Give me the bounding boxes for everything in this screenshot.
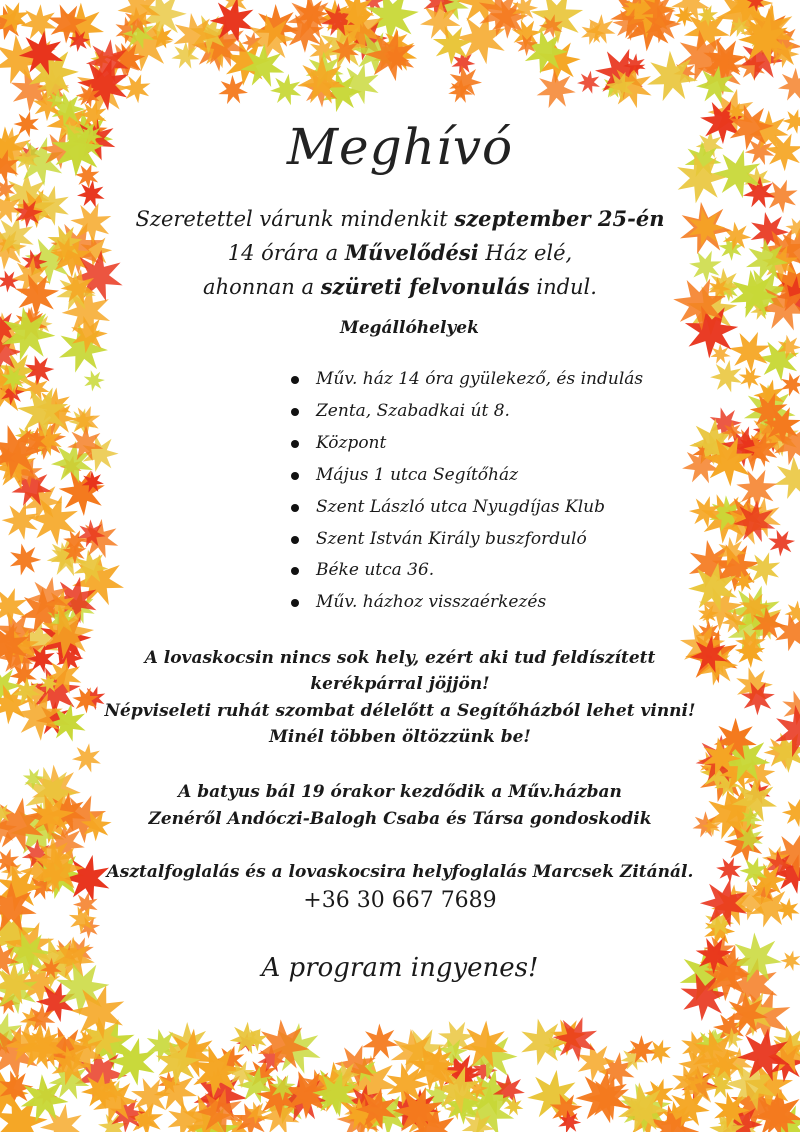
list-item: Központ — [290, 428, 643, 460]
note-costume-2: Minél többen öltözzünk be! — [269, 727, 531, 747]
stops-list — [290, 364, 643, 619]
note-ball: A batyus bál 19 órakor kezdődik a Műv.házban — [178, 782, 622, 802]
note-bike: A lovaskocsin nincs sok hely, ezért aki tud feldíszített — [144, 648, 656, 668]
bullet-icon — [291, 599, 299, 607]
note-music: Zenéről Andóczi-Balogh Csaba és Társa gondoskodik — [148, 809, 652, 829]
bullet-icon — [291, 440, 299, 448]
note-bike-2: kerékpárral jöjjön! — [310, 674, 490, 694]
intro-line-1: Szeretettel várunk mindenkit szeptember 25-én — [135, 206, 665, 231]
bullet-icon — [291, 408, 299, 416]
bullet-icon — [291, 536, 299, 544]
note-booking: Asztalfoglalás és a lovaskocsira helyfoglalás Marcsek Zitánál. — [106, 862, 694, 882]
free-program-text: A program ingyenes! — [261, 953, 539, 983]
bullet-icon — [291, 376, 299, 384]
list-item: Béke utca 36. — [290, 555, 643, 587]
intro-line-2: 14 órára a Művelődési Ház elé, — [227, 240, 573, 265]
list-item: Május 1 utca Segítőház — [290, 460, 643, 492]
intro-text — [0, 202, 800, 304]
list-item: Szent István Király buszforduló — [290, 524, 643, 556]
list-item: Szent László utca Nyugdíjas Klub — [290, 492, 643, 524]
stops-heading: Megállóhelyek — [340, 318, 479, 338]
bullet-icon — [291, 504, 299, 512]
page-title: Meghívó — [286, 118, 514, 176]
list-item: Műv. ház 14 óra gyülekező, és indulás — [290, 364, 643, 396]
bullet-icon — [291, 567, 299, 575]
bullet-icon — [291, 472, 299, 480]
list-item: Zenta, Szabadkai út 8. — [290, 396, 643, 428]
intro-line-3: ahonnan a szüreti felvonulás indul. — [203, 274, 597, 299]
list-item: Műv. házhoz visszaérkezés — [290, 587, 643, 619]
note-costume: Népviseleti ruhát szombat délelőtt a Segítőházból lehet vinni! — [104, 701, 696, 721]
phone-number: +36 30 667 7689 — [303, 888, 497, 913]
